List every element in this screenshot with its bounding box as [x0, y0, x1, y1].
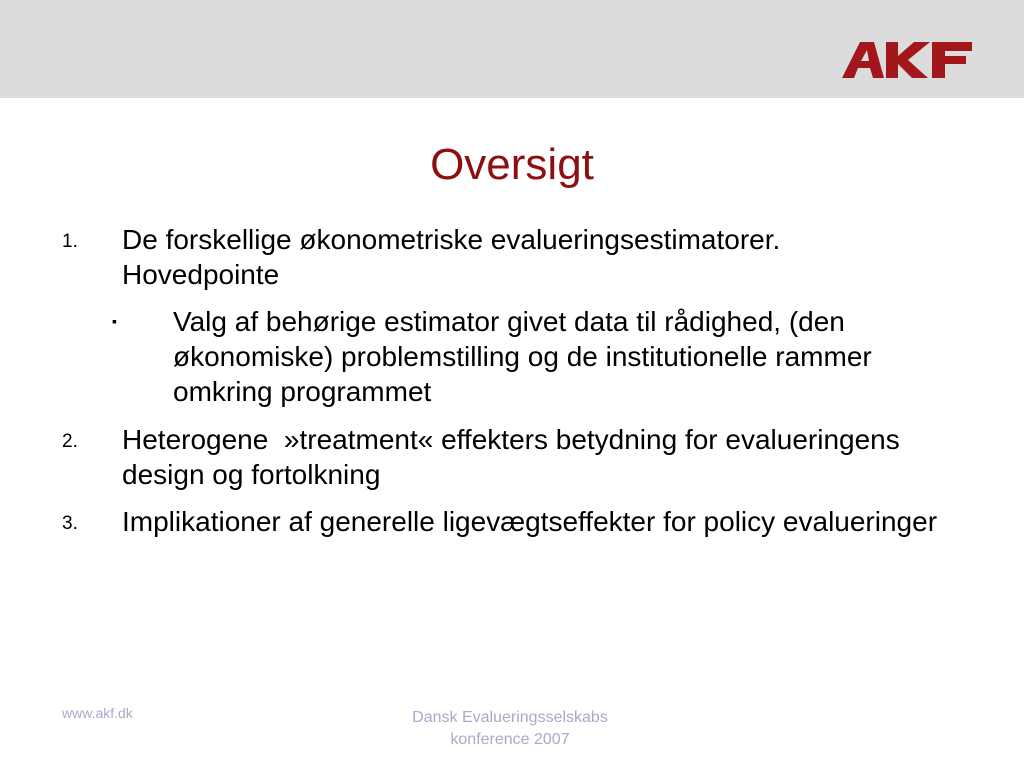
list-item [0, 222, 1024, 292]
sub-list-item [0, 304, 1024, 410]
bullet-square-icon: ▪ [112, 313, 117, 329]
list-item-number: 1. [62, 231, 78, 252]
footer-url: www.akf.dk [62, 705, 133, 721]
list-item-text: Implikationer af generelle ligevægtseffekter for policy evalueringer [122, 506, 938, 537]
akf-logo-icon [842, 42, 974, 80]
footer-conference-line2: konference 2007 [450, 731, 570, 748]
list-item-text: Heterogene »treatment« effekters betydning for evalueringens design og fortolkning [122, 424, 908, 490]
akf-logo [842, 42, 974, 80]
footer-conference [360, 707, 660, 751]
list-item-number: 2. [62, 431, 78, 452]
list-item [0, 422, 1024, 492]
footer-conference-line1: Dansk Evalueringsselskabs [412, 709, 608, 726]
list-item [0, 504, 1024, 574]
slide-title: Oversigt [430, 140, 594, 189]
sub-list-item-text: Valg af behørige estimator givet data til rådighed, (den økonomiske) problemstilling og de institutionelle rammer omkring programmet [173, 306, 872, 407]
list-item-text: De forskellige økonometriske evalueringsestimatorer. Hovedpointe [122, 224, 781, 290]
list-item-number: 3. [62, 513, 78, 534]
